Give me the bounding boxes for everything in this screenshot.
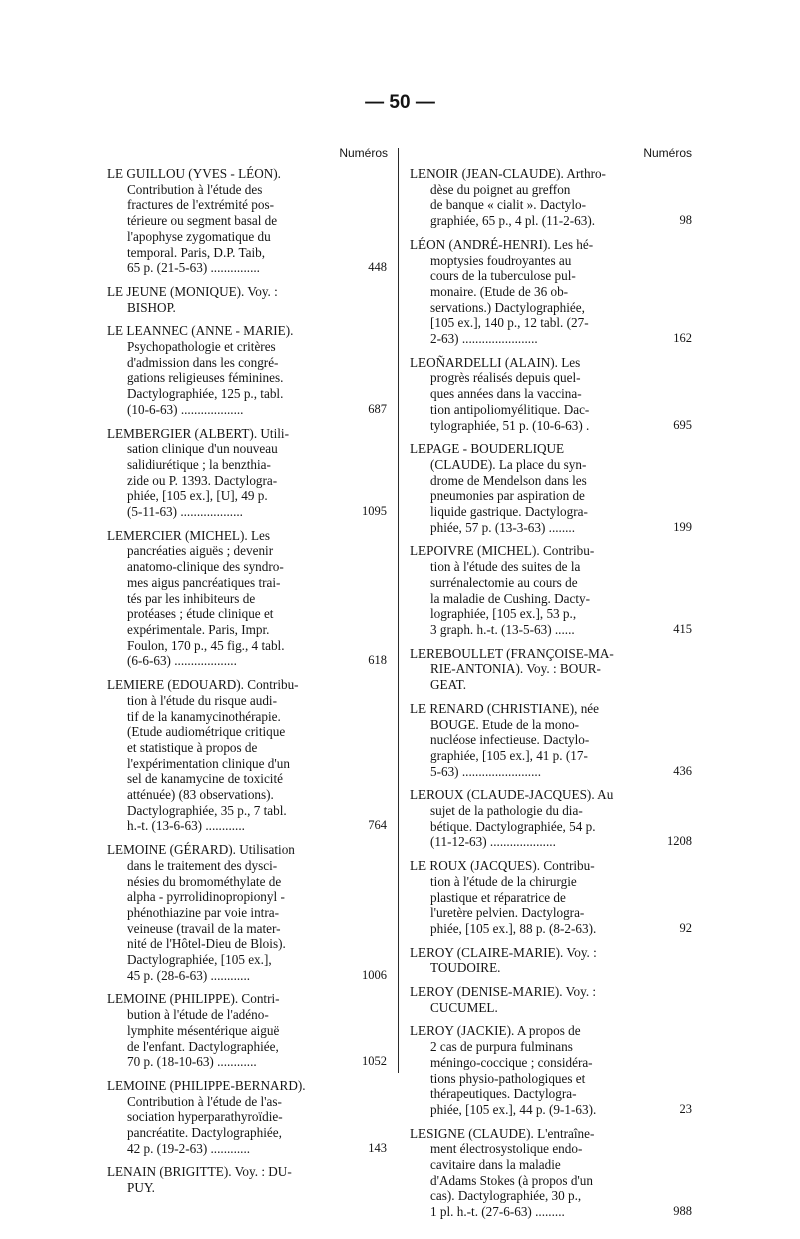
- column-header-numeros: Numéros: [643, 146, 692, 160]
- entry-line: tif de la kanamycinothérapie.: [127, 708, 281, 724]
- entry-line: et statistique à propos de: [127, 739, 258, 755]
- entry-line: phénothiazine par voie intra-: [127, 904, 279, 920]
- entry-line: Dactylographiée, 35 p., 7 tabl.: [127, 802, 287, 818]
- entry-line: pneumonies par aspiration de: [430, 488, 585, 504]
- entry-line: 42 p. (19-2-63) ............: [127, 1140, 251, 1156]
- entry-number: 98: [679, 213, 692, 228]
- entry-line: d'admission dans les congré-: [127, 354, 279, 370]
- bibliography-entry: [410, 1126, 692, 1220]
- column-header-numeros: Numéros: [339, 146, 388, 160]
- entry-line: LENOIR (JEAN-CLAUDE). Arthro-: [410, 166, 606, 181]
- entry-line: LEROUX (CLAUDE-JACQUES). Au: [410, 787, 614, 803]
- entry-line: pancréatite. Dactylographiée,: [127, 1125, 282, 1141]
- entry-line: phiée, 57 p. (13-3-63) ........: [430, 519, 576, 535]
- entry-line: TOUDOIRE.: [430, 960, 501, 976]
- entry-line: GEAT.: [430, 677, 467, 693]
- entry-line: monaire. (Etude de 36 ob-: [430, 283, 569, 299]
- entry-line: alpha - pyrrolidinopropionyl -: [127, 889, 285, 905]
- entry-line: h.-t. (13-6-63) ............: [127, 818, 245, 834]
- entry-line: expérimentale. Paris, Impr.: [127, 621, 270, 637]
- entry-line: LEROY (DENISE-MARIE). Voy. :: [410, 984, 597, 1000]
- entry-line: phiée, [105 ex.], [U], 49 p.: [127, 488, 268, 504]
- entry-number: 92: [679, 920, 692, 935]
- entry-line: LE JEUNE (MONIQUE). Voy. :: [107, 283, 278, 299]
- bibliography-entry: [410, 646, 692, 693]
- entry-line: nucléose infectieuse. Dactylo-: [430, 732, 590, 748]
- entry-line: [105 ex.], 140 p., 12 tabl. (27-: [430, 315, 589, 331]
- entry-line: phiée, [105 ex.], 88 p. (8-2-63).: [430, 920, 597, 936]
- entry-line: (11-12-63) ....................: [430, 834, 556, 850]
- entry-line: de l'enfant. Dactylographiée,: [127, 1038, 279, 1054]
- entry-number: 415: [673, 621, 692, 636]
- bibliography-entry: [107, 1164, 387, 1195]
- bibliography-entry: [410, 166, 692, 229]
- entry-number: 1208: [667, 834, 692, 849]
- entry-line: l'uretère pelvien. Dactylogra-: [430, 905, 585, 921]
- entry-line: dans le traitement des dysci-: [127, 857, 278, 873]
- bibliography-entry: [410, 984, 692, 1015]
- bibliography-entry: [107, 528, 387, 669]
- entry-line: anatomo-clinique des syndro-: [127, 559, 284, 575]
- entry-number: 618: [368, 653, 387, 668]
- entry-line: d'Adams Stokes (à propos d'un: [430, 1172, 593, 1188]
- entry-line: Foulon, 170 p., 45 fig., 4 tabl.: [127, 637, 285, 653]
- entry-line: progrès réalisés depuis quel-: [430, 370, 581, 386]
- entry-line: lymphite mésentérique aiguë: [127, 1022, 280, 1038]
- bibliography-entry: [107, 677, 387, 834]
- bibliography-entry: [107, 1078, 387, 1157]
- bibliography-entry: [410, 1023, 692, 1117]
- entry-line: fractures de l'extrémité pos-: [127, 197, 275, 213]
- right-column: [410, 146, 692, 1228]
- entry-line: drome de Mendelson dans les: [430, 472, 587, 488]
- entry-number: 1052: [362, 1054, 387, 1069]
- entry-line: tylographiée, 51 p. (10-6-63) .: [430, 417, 590, 433]
- entry-line: tions physio-pathologiques et: [430, 1070, 586, 1086]
- entry-line: LE RENARD (CHRISTIANE), née: [410, 700, 599, 716]
- entry-line: protéases ; étude clinique et: [127, 606, 274, 622]
- entry-line: LE LEANNEC (ANNE - MARIE).: [107, 323, 294, 339]
- entry-line: méningo-coccique ; considéra-: [430, 1054, 593, 1070]
- entry-line: sel de kanamycine de toxicité: [127, 771, 283, 787]
- entry-line: veineuse (travail de la mater-: [127, 920, 281, 936]
- entry-number: 23: [679, 1101, 692, 1116]
- entry-line: de banque « cialit ». Dactylo-: [430, 197, 586, 213]
- page-number: — 50 —: [365, 92, 435, 113]
- entry-line: bétique. Dactylographiée, 54 p.: [430, 818, 596, 834]
- entry-line: cours de la tuberculose pul-: [430, 268, 576, 284]
- entry-line: sociation hyperparathyroïdie-: [127, 1109, 283, 1125]
- entry-line: CUCUMEL.: [430, 999, 498, 1015]
- entry-line: thérapeutiques. Dactylogra-: [430, 1086, 577, 1102]
- entry-line: salidiurétique ; la benzthia-: [127, 456, 271, 472]
- entry-line: LEROY (JACKIE). A propos de: [410, 1023, 581, 1039]
- entry-line: LEREBOULLET (FRANÇOISE-MA-: [410, 645, 614, 661]
- entry-line: LÉON (ANDRÉ-HENRI). Les hé-: [410, 236, 594, 252]
- entry-number: 143: [368, 1140, 387, 1155]
- entry-number: 1095: [362, 504, 387, 519]
- entry-line: ment électrosystolique endo-: [430, 1141, 583, 1157]
- entry-list-right: [410, 166, 692, 1220]
- entry-line: LE ROUX (JACQUES). Contribu-: [410, 858, 595, 874]
- entry-line: gations religieuses féminines.: [127, 370, 284, 386]
- entry-line: Psychopathologie et critères: [127, 339, 276, 355]
- entry-line: moptysies foudroyantes au: [430, 252, 572, 268]
- entry-line: bution à l'étude de l'adéno-: [127, 1007, 269, 1023]
- entry-line: (CLAUDE). La place du syn-: [430, 456, 587, 472]
- entry-line: nité de l'Hôtel-Dieu de Blois).: [127, 936, 286, 952]
- entry-line: LEMOINE (PHILIPPE-BERNARD).: [107, 1077, 306, 1093]
- bibliography-entry: [107, 991, 387, 1070]
- bibliography-entry: [410, 701, 692, 780]
- entry-line: tion à l'étude du risque audi-: [127, 692, 277, 708]
- entry-line: LEMOINE (GÉRARD). Utilisation: [107, 842, 295, 858]
- bibliography-entry: [410, 543, 692, 637]
- bibliography-entry: [410, 441, 692, 535]
- entry-line: atténuée) (83 observations).: [127, 787, 274, 803]
- entry-line: l'apophyse zygomatique du: [127, 228, 271, 244]
- bibliography-entry: [410, 787, 692, 850]
- entry-line: (5-11-63) ...................: [127, 504, 243, 520]
- entry-line: LEMBERGIER (ALBERT). Utili-: [107, 425, 289, 441]
- entry-line: LENAIN (BRIGITTE). Voy. : DU-: [107, 1164, 292, 1180]
- entry-line: plastique et réparatrice de: [430, 889, 566, 905]
- entry-line: l'expérimentation clinique d'un: [127, 755, 290, 771]
- entry-line: 65 p. (21-5-63) ...............: [127, 260, 260, 276]
- entry-line: tion à l'étude des suites de la: [430, 559, 581, 575]
- bibliography-entry: [107, 166, 387, 276]
- entry-line: 2 cas de purpura fulminans: [430, 1039, 573, 1055]
- entry-line: LEMERCIER (MICHEL). Les: [107, 527, 270, 543]
- entry-line: cas). Dactylographiée, 30 p.,: [430, 1188, 582, 1204]
- bibliography-entry: [107, 284, 387, 315]
- entry-line: Contribution à l'étude des: [127, 181, 263, 197]
- entry-line: tion à l'étude de la chirurgie: [430, 873, 577, 889]
- entry-number: 1006: [362, 967, 387, 982]
- entry-line: tion antipoliomyélitique. Dac-: [430, 401, 590, 417]
- entry-line: 1 pl. h.-t. (27-6-63) .........: [430, 1204, 565, 1220]
- entry-line: 3 graph. h.-t. (13-5-63) ......: [430, 621, 575, 637]
- entry-line: 5-63) ........................: [430, 763, 541, 779]
- entry-line: tés par les inhibiteurs de: [127, 590, 256, 606]
- entry-line: zide ou P. 1393. Dactylogra-: [127, 472, 278, 488]
- entry-line: nésies du bromométhylate de: [127, 873, 282, 889]
- entry-line: térieure ou segment basal de: [127, 213, 278, 229]
- entry-line: surrénalectomie au cours de: [430, 574, 578, 590]
- entry-line: mes aigus pancréatiques trai-: [127, 574, 281, 590]
- entry-line: LEPOIVRE (MICHEL). Contribu-: [410, 543, 595, 559]
- entry-number: 687: [368, 401, 387, 416]
- bibliography-entry: [107, 323, 387, 417]
- entry-line: liquide gastrique. Dactylogra-: [430, 504, 588, 520]
- entry-line: Dactylographiée, 125 p., tabl.: [127, 386, 284, 402]
- entry-line: BOUGE. Etude de la mono-: [430, 716, 580, 732]
- entry-line: (Etude audiométrique critique: [127, 724, 286, 740]
- bibliography-entry: [107, 426, 387, 520]
- entry-line: cavitaire dans la maladie: [430, 1157, 561, 1173]
- entry-line: sation clinique d'un nouveau: [127, 441, 278, 457]
- entry-line: la maladie de Cushing. Dacty-: [430, 590, 591, 606]
- entry-line: graphiée, [105 ex.], 41 p. (17-: [430, 747, 588, 763]
- entry-line: LEMIERE (EDOUARD). Contribu-: [107, 677, 299, 693]
- column-divider: [398, 148, 399, 1073]
- entry-number: 199: [673, 519, 692, 534]
- entry-line: servations.) Dactylographiée,: [430, 299, 585, 315]
- entry-line: graphiée, 65 p., 4 pl. (11-2-63).: [430, 213, 596, 229]
- entry-line: ques années dans la vaccina-: [430, 386, 582, 402]
- entry-line: LEMOINE (PHILIPPE). Contri-: [107, 991, 280, 1007]
- entry-line: LEPAGE - BOUDERLIQUE: [410, 441, 565, 457]
- bibliography-entry: [410, 237, 692, 347]
- bibliography-entry: [410, 945, 692, 976]
- entry-line: Dactylographiée, [105 ex.],: [127, 952, 272, 968]
- entry-line: Contribution à l'étude de l'as-: [127, 1093, 282, 1109]
- entry-line: LEROY (CLAIRE-MARIE). Voy. :: [410, 944, 597, 960]
- entry-line: phiée, [105 ex.], 44 p. (9-1-63).: [430, 1101, 597, 1117]
- entry-line: (10-6-63) ...................: [127, 401, 244, 417]
- entry-number: 162: [673, 331, 692, 346]
- entry-line: dèse du poignet au greffon: [430, 181, 571, 197]
- entry-line: sujet de la pathologie du dia-: [430, 803, 583, 819]
- entry-line: 70 p. (18-10-63) ............: [127, 1054, 257, 1070]
- entry-line: pancréaties aiguës ; devenir: [127, 543, 274, 559]
- bibliography-entry: [107, 842, 387, 983]
- entry-line: LESIGNE (CLAUDE). L'entraîne-: [410, 1125, 595, 1141]
- entry-number: 695: [673, 417, 692, 432]
- entry-number: 448: [368, 260, 387, 275]
- entry-list-left: [107, 166, 387, 1196]
- entry-line: (6-6-63) ...................: [127, 653, 237, 669]
- entry-number: 436: [673, 763, 692, 778]
- entry-line: RIE-ANTONIA). Voy. : BOUR-: [430, 661, 601, 677]
- entry-line: 2-63) .......................: [430, 331, 538, 347]
- entry-line: temporal. Paris, D.P. Taib,: [127, 244, 266, 260]
- entry-line: LEOÑARDELLI (ALAIN). Les: [410, 354, 581, 370]
- entry-line: BISHOP.: [127, 299, 176, 315]
- entry-line: 45 p. (28-6-63) ............: [127, 967, 251, 983]
- entry-line: lographiée, [105 ex.], 53 p.,: [430, 606, 577, 622]
- bibliography-entry: [410, 355, 692, 434]
- entry-number: 764: [368, 818, 387, 833]
- left-column: [107, 146, 387, 1204]
- bibliography-entry: [410, 858, 692, 937]
- entry-number: 988: [673, 1204, 692, 1219]
- entry-line: LE GUILLOU (YVES - LÉON).: [107, 166, 281, 181]
- entry-line: PUY.: [127, 1180, 155, 1196]
